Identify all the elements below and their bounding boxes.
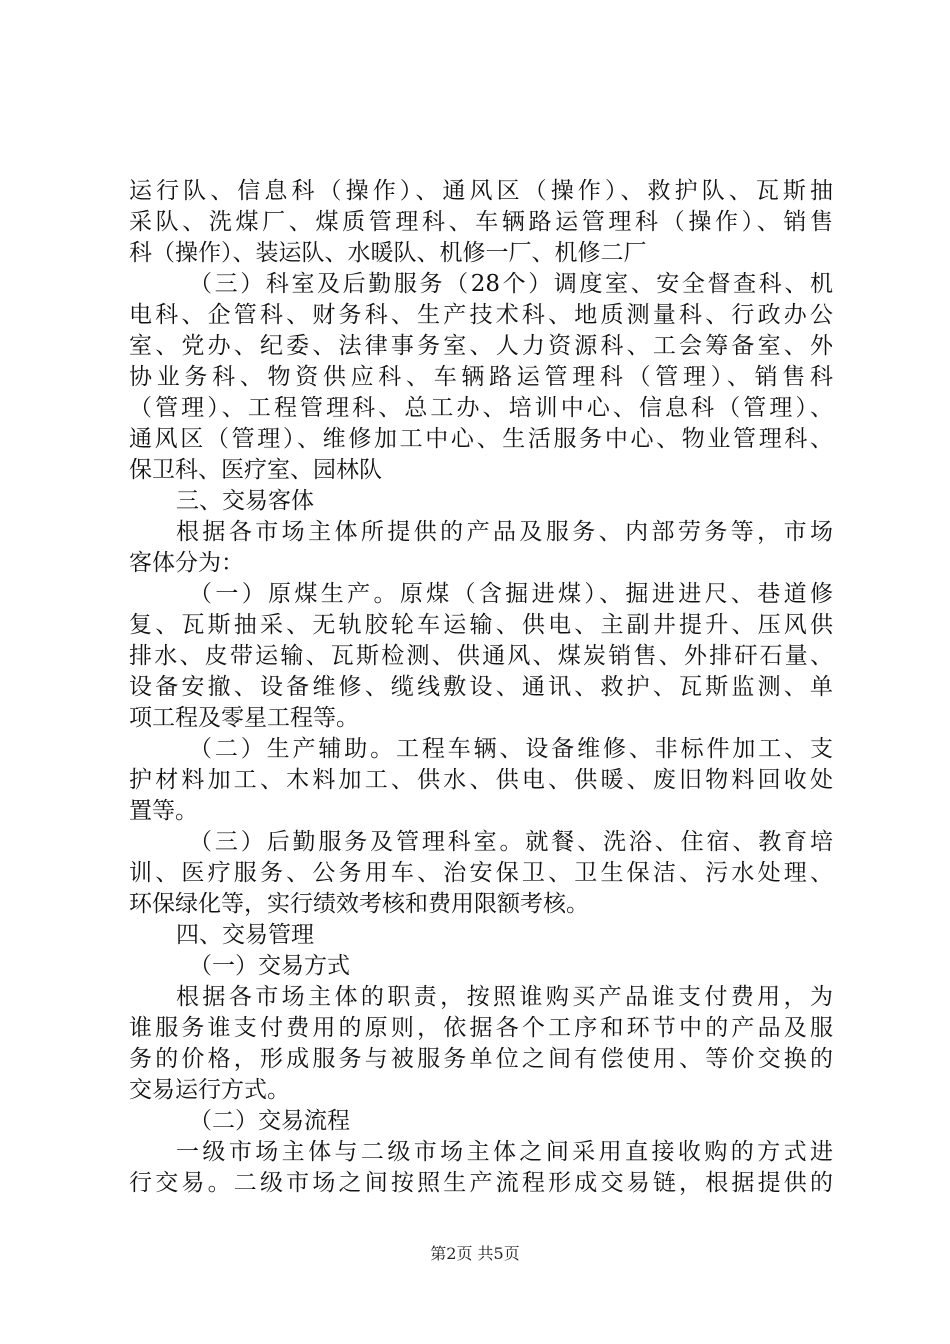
text-line: 训、医疗服务、公务用车、治安保卫、卫生保洁、污水处理、 [129, 860, 833, 886]
text-line: 根据各市场主体所提供的产品及服务、内部劳务等，市场 [176, 519, 833, 545]
section-heading: 四、交易管理 [176, 922, 314, 948]
text-line: 通风区（管理）、维修加工中心、生活服务中心、物业管理科、 [129, 426, 833, 452]
text-line: 室、党办、纪委、法律事务室、人力资源科、工会筹备室、外 [129, 333, 833, 359]
text-line: 采队、洗煤厂、煤质管理科、车辆路运管理科（操作）、销售 [129, 209, 833, 235]
text-line: 一级市场主体与二级市场主体之间采用直接收购的方式进 [176, 1139, 833, 1165]
text-line: 项工程及零星工程等。 [129, 705, 359, 731]
page-footer [0, 1244, 950, 1264]
text-line: 排水、皮带运输、瓦斯检测、供通风、煤炭销售、外排矸石量、 [129, 643, 833, 669]
text-line: 保卫科、医疗室、园林队 [129, 457, 382, 483]
text-line: 务的价格，形成服务与被服务单位之间有偿使用、等价交换的 [129, 1046, 833, 1072]
text-line: 设备安撤、设备维修、缆线敷设、通讯、救护、瓦斯监测、单 [129, 674, 833, 700]
subsection-heading: （二）交易流程 [189, 1108, 350, 1134]
text-line: 行交易。二级市场之间按照生产流程形成交易链，根据提供的 [129, 1170, 833, 1196]
text-line: 科（操作）、装运队、水暖队、机修一厂、机修二厂 [129, 240, 647, 266]
text-line: （一）原煤生产。原煤（含掘进煤）、掘进进尺、巷道修 [189, 581, 833, 607]
text-line: 环保绿化等，实行绩效考核和费用限额考核。 [129, 891, 589, 917]
text-line: 交易运行方式。 [129, 1077, 290, 1103]
text-line: 谁服务谁支付费用的原则，依据各个工序和环节中的产品及服 [129, 1015, 833, 1041]
subsection-heading: （一）交易方式 [189, 953, 350, 979]
text-line: 电科、企管科、财务科、生产技术科、地质测量科、行政办公 [129, 302, 833, 328]
text-line: （管理）、工程管理科、总工办、培训中心、信息科（管理）、 [129, 395, 833, 421]
text-line: 运行队、信息科（操作）、通风区（操作）、救护队、瓦斯抽 [129, 178, 833, 204]
text-line: （三）科室及后勤服务（28个）调度室、安全督查科、机 [189, 271, 833, 297]
text-line: 根据各市场主体的职责，按照谁购买产品谁支付费用，为 [176, 984, 833, 1010]
text-line: 护材料加工、木料加工、供水、供电、供暖、废旧物料回收处 [129, 767, 833, 793]
section-heading: 三、交易客体 [176, 488, 314, 514]
text-line: （二）生产辅助。工程车辆、设备维修、非标件加工、支 [189, 736, 833, 762]
text-line: 协业务科、物资供应科、车辆路运管理科（管理）、销售科 [129, 364, 833, 390]
page-number-label: 第2页 共5页 [430, 1244, 520, 1263]
text-line: （三）后勤服务及管理科室。就餐、洗浴、住宿、教育培 [189, 829, 833, 855]
text-line: 客体分为： [129, 550, 244, 576]
text-line: 复、瓦斯抽采、无轨胶轮车运输、供电、主副井提升、压风供 [129, 612, 833, 638]
text-line: 置等。 [129, 798, 198, 824]
document-body [129, 176, 833, 1199]
